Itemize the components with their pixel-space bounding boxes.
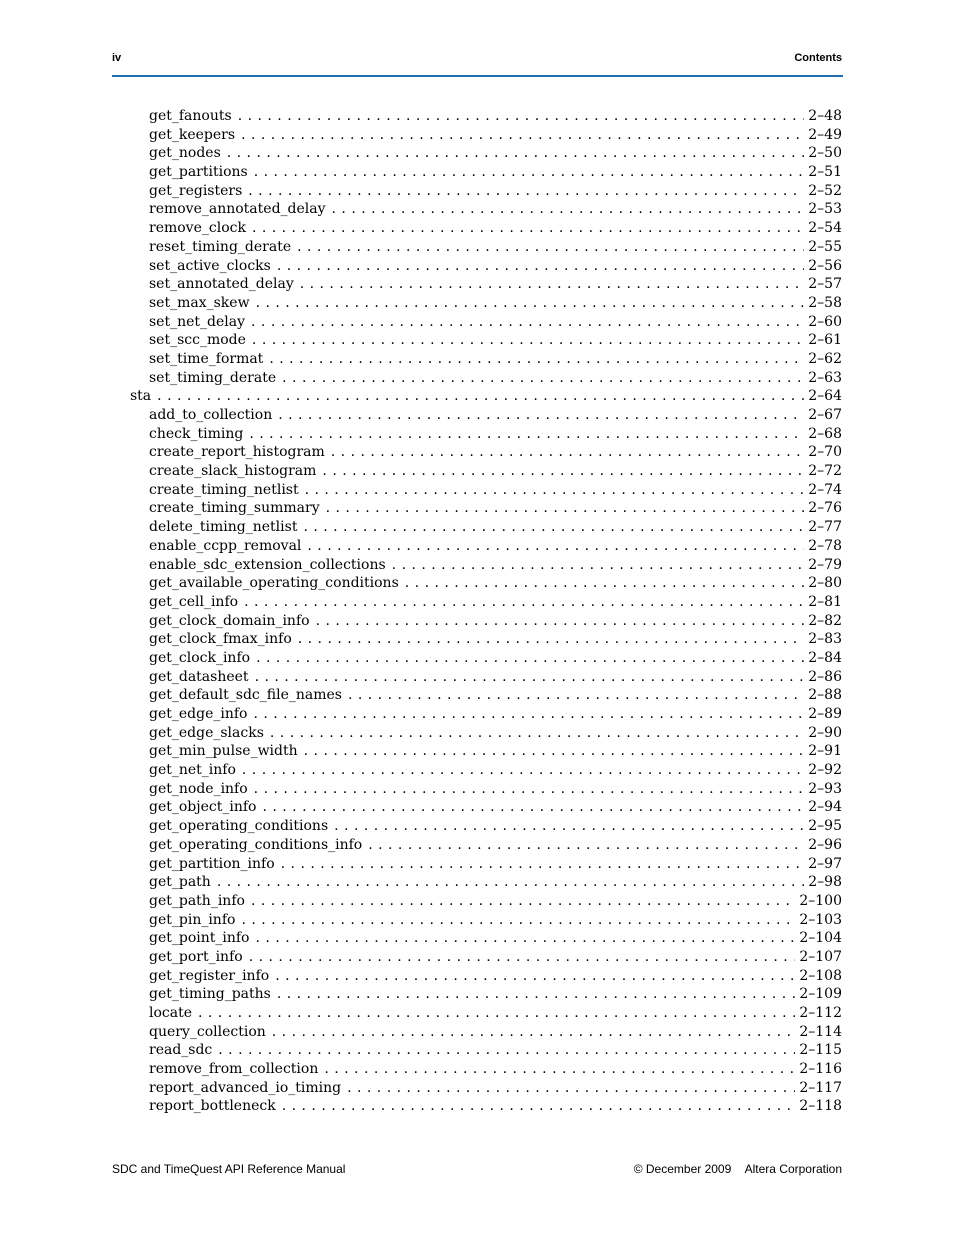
- dot-leader: [157, 387, 804, 406]
- dot-leader: [303, 518, 804, 537]
- table-of-contents: [112, 107, 842, 1116]
- toc-entry[interactable]: [112, 275, 842, 294]
- dot-leader: [347, 1079, 795, 1098]
- toc-entry-page: 2–84: [808, 649, 842, 666]
- toc-entry-page: 2–72: [808, 463, 842, 480]
- toc-entry-page: 2–93: [808, 780, 842, 797]
- toc-entry[interactable]: [112, 836, 842, 855]
- toc-entry-page: 2–89: [808, 706, 842, 722]
- toc-entry-page: 2–76: [808, 500, 842, 517]
- dot-leader: [238, 107, 805, 126]
- dot-leader: [332, 200, 805, 219]
- toc-entry[interactable]: [112, 499, 842, 518]
- toc-entry-page: 2–67: [808, 407, 842, 423]
- toc-entry-page: 2–109: [799, 986, 842, 1003]
- toc-entry[interactable]: [112, 126, 842, 145]
- toc-entry-page: 2–94: [808, 799, 842, 816]
- toc-entry-page: 2–92: [808, 762, 842, 779]
- toc-entry-label: get_registers: [149, 182, 243, 199]
- toc-entry[interactable]: [112, 1023, 842, 1042]
- toc-entry[interactable]: [112, 574, 842, 593]
- toc-entry-page: 2–103: [799, 911, 842, 928]
- toc-entry[interactable]: [112, 537, 842, 556]
- dot-leader: [251, 892, 795, 911]
- dot-leader: [255, 668, 805, 687]
- dot-leader: [307, 537, 804, 556]
- toc-entry-page: 2–88: [808, 687, 842, 704]
- dot-leader: [270, 724, 804, 743]
- toc-entry-page: 2–98: [808, 874, 842, 891]
- page-number-label: iv: [112, 52, 122, 64]
- toc-entry-page: 2–48: [808, 108, 842, 124]
- toc-entry[interactable]: [112, 425, 842, 444]
- dot-leader: [241, 126, 804, 145]
- toc-entry[interactable]: [112, 798, 842, 817]
- toc-entry[interactable]: [112, 200, 842, 219]
- toc-entry-page: 2–117: [799, 1079, 842, 1096]
- toc-entry-label: get_fanouts: [149, 108, 232, 124]
- toc-entry-label: create_timing_summary: [149, 500, 320, 517]
- toc-entry-page: 2–70: [808, 444, 842, 461]
- toc-entry-label: set_annotated_delay: [149, 276, 294, 293]
- toc-entry[interactable]: [112, 967, 842, 986]
- toc-entry[interactable]: [112, 331, 842, 350]
- toc-entry-label: get_path_info: [149, 892, 245, 909]
- toc-entry-page: 2–112: [799, 1005, 842, 1021]
- toc-entry[interactable]: [112, 1060, 842, 1079]
- toc-entry-label: get_point_info: [149, 930, 250, 947]
- dot-leader: [198, 1004, 795, 1023]
- toc-entry-label: check_timing: [149, 425, 244, 442]
- toc-entry[interactable]: [112, 892, 842, 911]
- dot-leader: [254, 780, 805, 799]
- dot-leader: [244, 593, 804, 612]
- dot-leader: [334, 817, 804, 836]
- toc-entry-label: get_clock_domain_info: [149, 612, 310, 629]
- section-title: Contents: [794, 52, 842, 64]
- toc-entry-page: 2–118: [799, 1098, 842, 1115]
- toc-entry-page: 2–114: [799, 1023, 842, 1040]
- toc-entry-label: get_clock_fmax_info: [149, 631, 292, 648]
- toc-entry-label: enable_ccpp_removal: [149, 537, 302, 554]
- dot-leader: [368, 836, 804, 855]
- toc-entry-page: 2–97: [808, 855, 842, 872]
- dot-leader: [241, 911, 795, 930]
- toc-entry-label: set_net_delay: [149, 313, 246, 330]
- toc-entry-label: get_port_info: [149, 948, 243, 965]
- dot-leader: [256, 929, 796, 948]
- toc-entry-label: locate: [149, 1005, 193, 1021]
- toc-entry[interactable]: [112, 219, 842, 238]
- footer-title: SDC and TimeQuest API Reference Manual: [112, 1162, 346, 1176]
- toc-entry-page: 2–60: [808, 313, 842, 330]
- toc-entry[interactable]: [112, 481, 842, 500]
- toc-entry[interactable]: [112, 855, 842, 874]
- dot-leader: [297, 238, 804, 257]
- toc-entry-page: 2–68: [808, 425, 842, 442]
- toc-entry[interactable]: [112, 238, 842, 257]
- toc-entry-label: set_scc_mode: [149, 332, 246, 349]
- dot-leader: [316, 612, 805, 631]
- dot-leader: [227, 144, 805, 163]
- toc-entry[interactable]: [112, 929, 842, 948]
- dot-leader: [252, 331, 804, 350]
- toc-entry-label: set_active_clocks: [149, 257, 271, 274]
- dot-leader: [331, 443, 804, 462]
- dot-leader: [326, 499, 805, 518]
- toc-entry[interactable]: [112, 911, 842, 930]
- footer-company: Altera Corporation: [744, 1162, 842, 1176]
- toc-entry[interactable]: [112, 649, 842, 668]
- toc-entry-page: 2–78: [808, 537, 842, 554]
- toc-entry[interactable]: [112, 369, 842, 388]
- toc-entry-label: get_timing_paths: [149, 986, 271, 1003]
- toc-entry[interactable]: [112, 182, 842, 201]
- toc-entry-page: 2–50: [808, 145, 842, 162]
- toc-entry-page: 2–96: [808, 836, 842, 853]
- toc-entry[interactable]: [112, 1079, 842, 1098]
- footer-right: [634, 1162, 842, 1176]
- toc-entry-page: 2–54: [808, 220, 842, 237]
- toc-entry-page: 2–77: [808, 519, 842, 536]
- dot-leader: [281, 855, 805, 874]
- toc-entry-page: 2–100: [799, 892, 842, 909]
- toc-entry[interactable]: [112, 948, 842, 967]
- toc-entry[interactable]: [112, 350, 842, 369]
- toc-entry-page: 2–108: [799, 967, 842, 984]
- toc-entry[interactable]: [112, 107, 842, 126]
- toc-entry-label: get_min_pulse_width: [149, 743, 298, 760]
- toc-entry-page: 2–74: [808, 481, 842, 498]
- dot-leader: [322, 462, 804, 481]
- dot-leader: [269, 350, 804, 369]
- toc-entry-label: get_register_info: [149, 967, 270, 984]
- dot-leader: [392, 556, 805, 575]
- toc-entry-label: get_edge_slacks: [149, 724, 264, 741]
- dot-leader: [272, 1023, 796, 1042]
- dot-leader: [282, 1097, 796, 1116]
- dot-leader: [348, 686, 804, 705]
- dot-leader: [298, 630, 805, 649]
- toc-entry-page: 2–104: [799, 930, 842, 947]
- dot-leader: [248, 182, 804, 201]
- toc-entry-page: 2–79: [808, 556, 842, 573]
- dot-leader: [277, 985, 796, 1004]
- toc-entry-label: get_net_info: [149, 762, 236, 779]
- toc-entry-label: report_bottleneck: [149, 1098, 276, 1115]
- toc-entry-label: remove_clock: [149, 220, 246, 237]
- toc-entry-label: get_object_info: [149, 799, 257, 816]
- toc-entry-page: 2–58: [808, 294, 842, 311]
- toc-entry-label: get_operating_conditions_info: [149, 836, 363, 853]
- dot-leader: [217, 873, 804, 892]
- dot-leader: [305, 481, 805, 500]
- toc-entry-label: sta: [130, 388, 152, 405]
- toc-entry-label: read_sdc: [149, 1042, 213, 1059]
- dot-leader: [278, 406, 804, 425]
- toc-entry-label: get_cell_info: [149, 593, 239, 610]
- toc-entry[interactable]: [112, 761, 842, 780]
- toc-entry-label: set_max_skew: [149, 294, 250, 311]
- toc-entry-label: set_timing_derate: [149, 369, 277, 386]
- toc-entry[interactable]: [112, 742, 842, 761]
- dot-leader: [242, 761, 804, 780]
- dot-leader: [275, 967, 795, 986]
- toc-entry-label: get_nodes: [149, 145, 221, 162]
- toc-entry-label: add_to_collection: [149, 407, 273, 423]
- dot-leader: [253, 705, 804, 724]
- toc-entry-page: 2–81: [808, 593, 842, 610]
- toc-entry[interactable]: [112, 612, 842, 631]
- dot-leader: [252, 219, 804, 238]
- toc-entry-label: get_clock_info: [149, 649, 251, 666]
- toc-entry[interactable]: [112, 780, 842, 799]
- toc-entry[interactable]: [112, 1097, 842, 1116]
- toc-entry-label: get_pin_info: [149, 911, 236, 928]
- toc-entry-page: 2–86: [808, 668, 842, 685]
- dot-leader: [256, 294, 805, 313]
- toc-entry-label: get_path: [149, 874, 211, 891]
- toc-entry-label: get_default_sdc_file_names: [149, 687, 342, 704]
- footer-copyright: © December 2009: [633, 1162, 732, 1176]
- toc-entry[interactable]: [112, 556, 842, 575]
- toc-entry[interactable]: [112, 294, 842, 313]
- toc-entry-page: 2–61: [808, 332, 842, 349]
- dot-leader: [262, 798, 804, 817]
- toc-entry[interactable]: [112, 668, 842, 687]
- toc-entry-page: 2–64: [808, 388, 842, 405]
- toc-entry-label: get_node_info: [149, 780, 248, 797]
- toc-entry[interactable]: [112, 593, 842, 612]
- toc-entry[interactable]: [112, 257, 842, 276]
- toc-entry-page: 2–80: [808, 575, 842, 592]
- toc-entry-label: get_datasheet: [149, 668, 249, 685]
- dot-leader: [304, 742, 805, 761]
- toc-entry-label: get_edge_info: [149, 706, 248, 722]
- toc-entry-page: 2–116: [799, 1061, 842, 1078]
- toc-entry-label: report_advanced_io_timing: [149, 1079, 342, 1096]
- header-rule: [112, 75, 843, 77]
- toc-entry[interactable]: [112, 443, 842, 462]
- toc-entry-page: 2–62: [808, 350, 842, 367]
- toc-entry[interactable]: [112, 406, 842, 425]
- toc-entry-page: 2–55: [808, 238, 842, 255]
- toc-entry[interactable]: [112, 630, 842, 649]
- toc-entry-page: 2–95: [808, 818, 842, 835]
- dot-leader: [300, 275, 805, 294]
- toc-entry[interactable]: [112, 985, 842, 1004]
- dot-leader: [405, 574, 805, 593]
- toc-entry[interactable]: [112, 817, 842, 836]
- toc-entry-label: query_collection: [149, 1023, 266, 1040]
- toc-entry-label: set_time_format: [149, 350, 264, 367]
- toc-entry-page: 2–107: [799, 948, 842, 965]
- toc-entry-label: create_timing_netlist: [149, 481, 299, 498]
- dot-leader: [218, 1041, 795, 1060]
- dot-leader: [324, 1060, 795, 1079]
- toc-entry[interactable]: [112, 144, 842, 163]
- dot-leader: [251, 313, 804, 332]
- toc-entry-label: get_partitions: [149, 164, 248, 181]
- toc-entry-label: create_report_histogram: [149, 444, 325, 461]
- toc-entry[interactable]: [112, 724, 842, 743]
- toc-entry-page: 2–83: [808, 631, 842, 648]
- toc-entry-page: 2–91: [808, 743, 842, 760]
- toc-entry[interactable]: [112, 686, 842, 705]
- toc-entry[interactable]: [112, 518, 842, 537]
- toc-entry-page: 2–53: [808, 201, 842, 218]
- toc-entry[interactable]: [112, 163, 842, 182]
- toc-entry[interactable]: [112, 387, 842, 406]
- toc-entry[interactable]: [112, 1041, 842, 1060]
- toc-entry-page: 2–49: [808, 126, 842, 143]
- toc-entry[interactable]: [112, 705, 842, 724]
- toc-entry[interactable]: [112, 873, 842, 892]
- dot-leader: [249, 948, 796, 967]
- toc-entry-label: reset_timing_derate: [149, 238, 292, 255]
- toc-entry-label: create_slack_histogram: [149, 463, 317, 480]
- toc-entry-label: enable_sdc_extension_collections: [149, 556, 386, 573]
- toc-entry[interactable]: [112, 462, 842, 481]
- dot-leader: [277, 257, 804, 276]
- toc-entry-page: 2–56: [808, 257, 842, 274]
- toc-entry-page: 2–63: [808, 369, 842, 386]
- toc-entry-label: get_partition_info: [149, 855, 275, 872]
- toc-entry-label: get_keepers: [149, 126, 236, 143]
- toc-entry-label: remove_annotated_delay: [149, 201, 326, 218]
- toc-entry-page: 2–90: [808, 724, 842, 741]
- toc-entry-label: get_operating_conditions: [149, 818, 329, 835]
- toc-entry[interactable]: [112, 1004, 842, 1023]
- toc-entry-page: 2–57: [808, 276, 842, 293]
- toc-entry-page: 2–115: [799, 1042, 842, 1059]
- dot-leader: [254, 163, 805, 182]
- toc-entry-page: 2–51: [808, 164, 842, 181]
- dot-leader: [282, 369, 804, 388]
- toc-entry[interactable]: [112, 313, 842, 332]
- dot-leader: [249, 425, 804, 444]
- toc-entry-label: delete_timing_netlist: [149, 519, 298, 536]
- toc-entry-label: get_available_operating_conditions: [149, 575, 399, 592]
- dot-leader: [256, 649, 804, 668]
- toc-entry-page: 2–52: [808, 182, 842, 199]
- toc-entry-label: remove_from_collection: [149, 1061, 319, 1078]
- toc-entry-page: 2–82: [808, 612, 842, 629]
